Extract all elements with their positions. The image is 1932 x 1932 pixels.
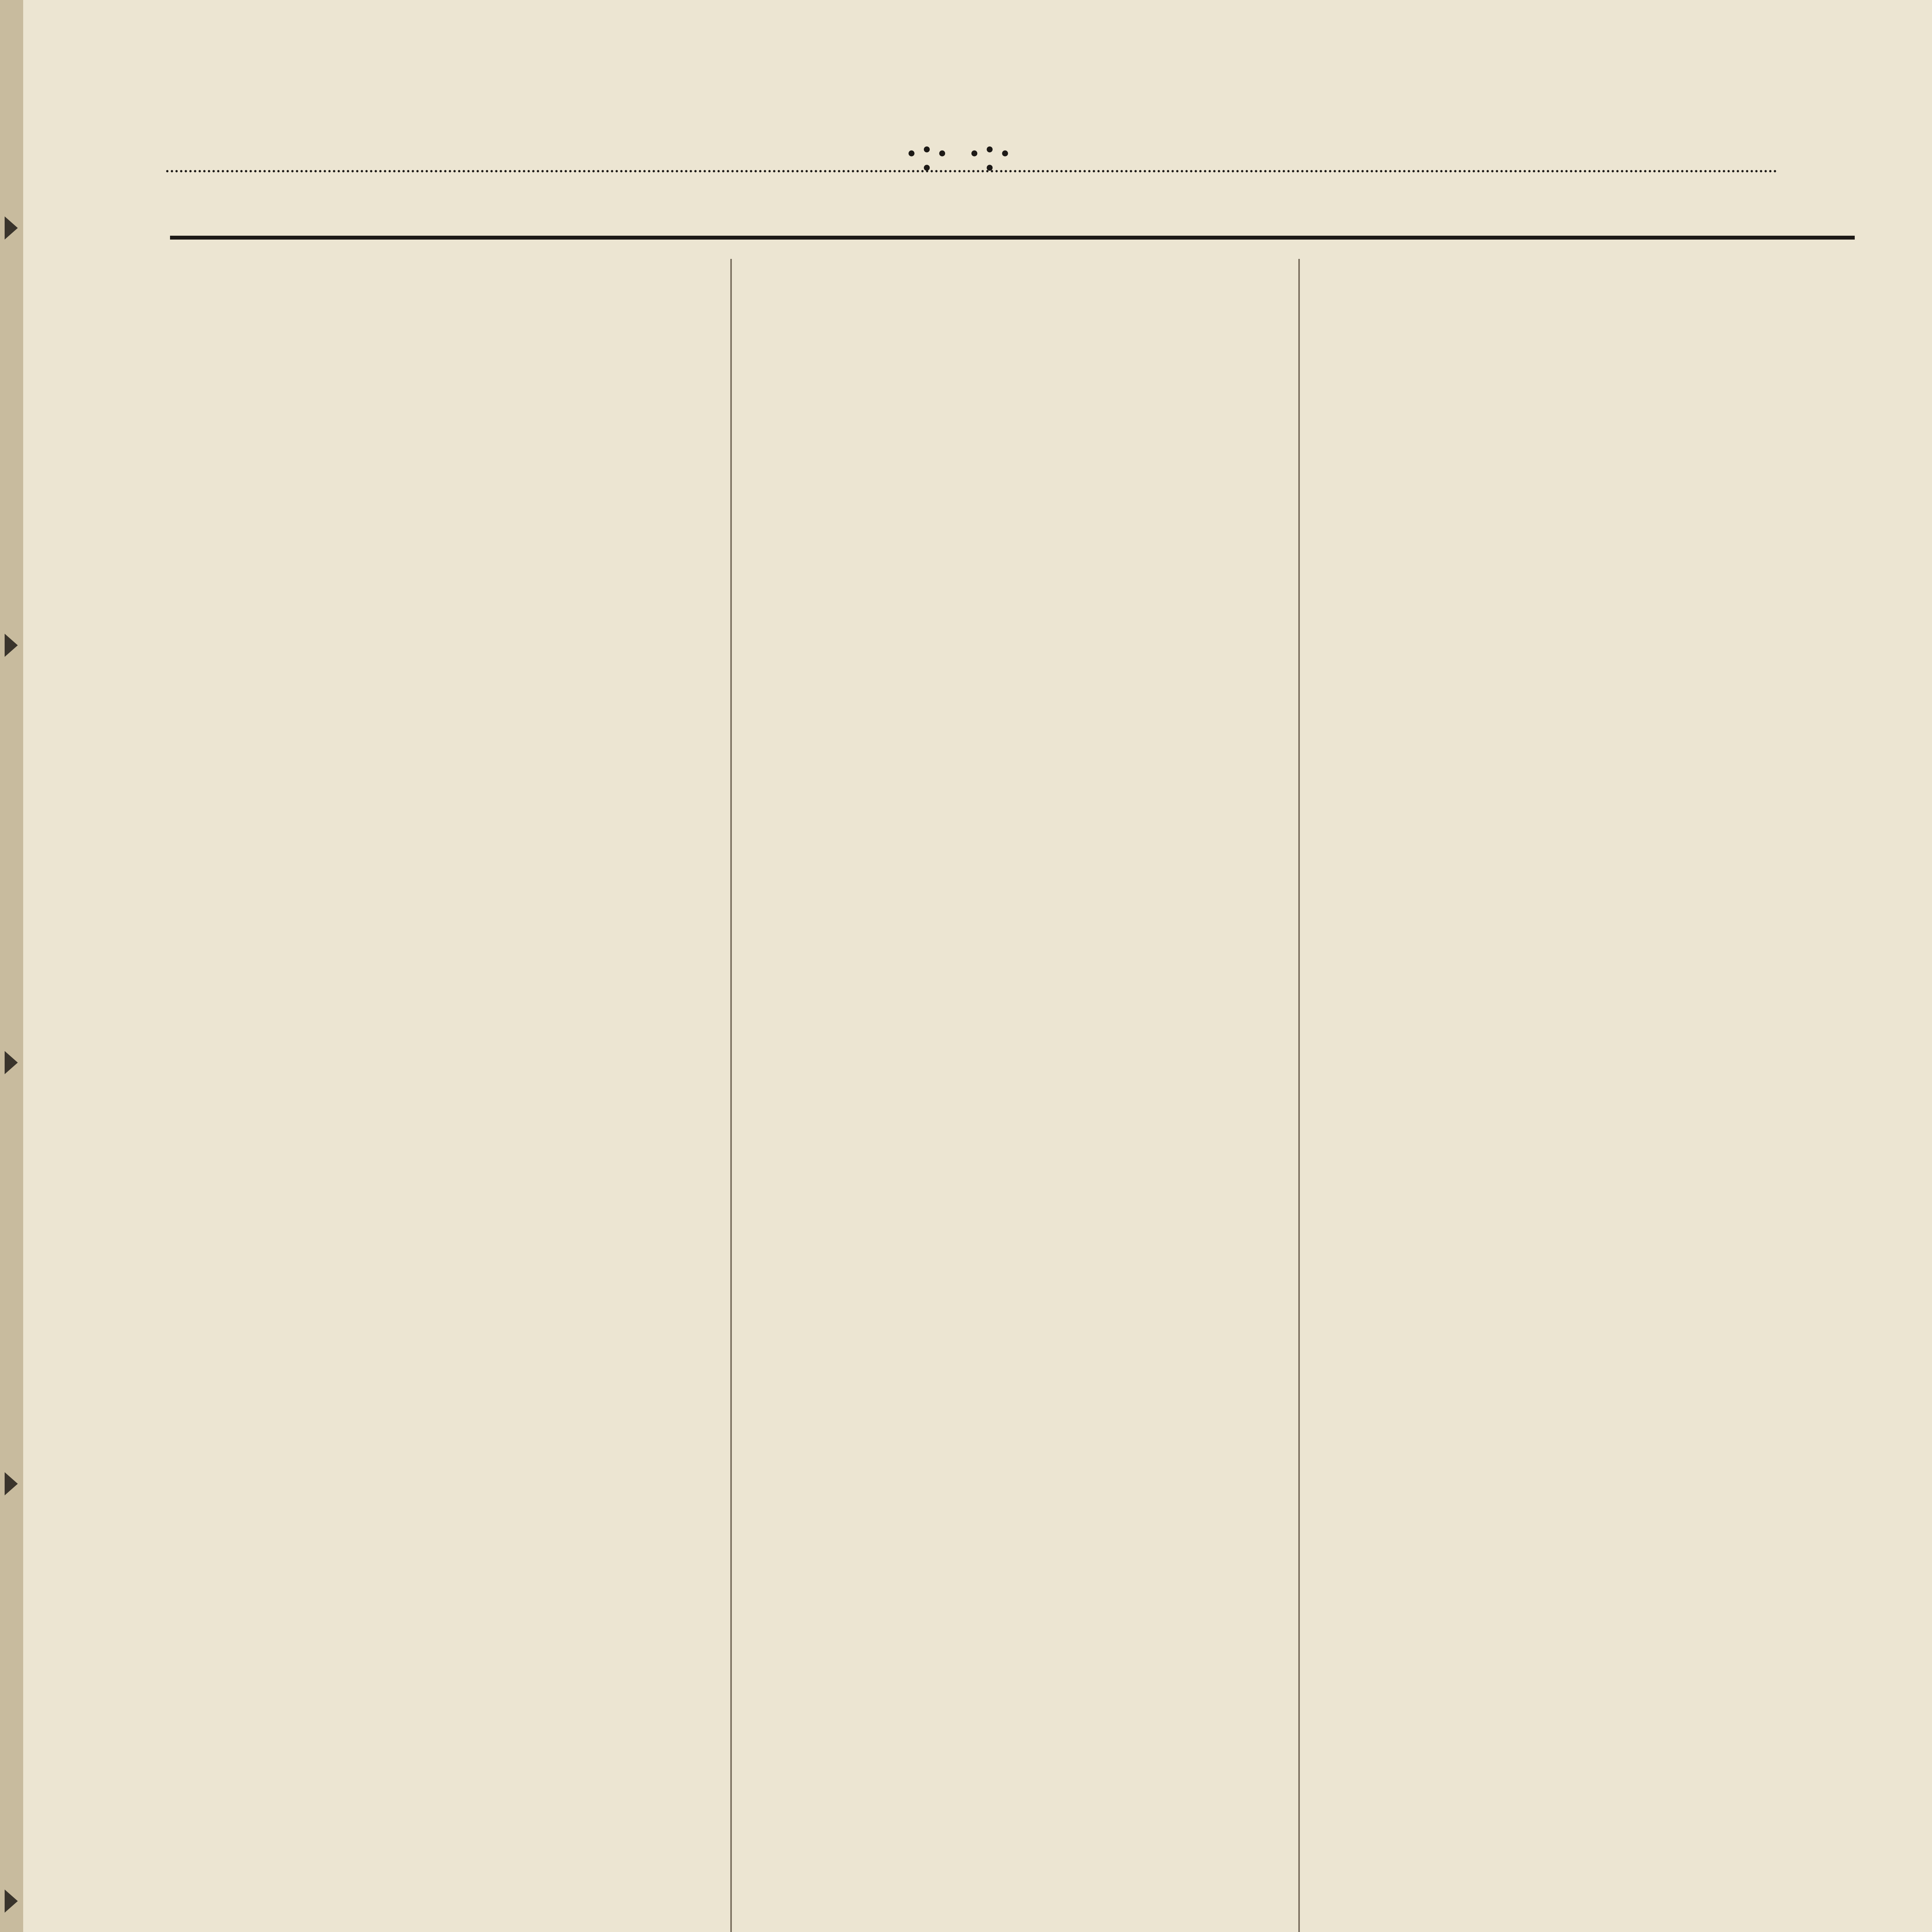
column-3 [1302,259,1851,1932]
column-1 [170,259,723,1932]
dotted-divider [166,170,1777,179]
binding-stitch-icon [5,1051,18,1074]
binding-stitch-icon [5,216,18,240]
binding-stitch-icon [5,1889,18,1913]
ornament-right-icon: ·:· [966,126,1014,182]
binding-stitch-icon [5,1472,18,1495]
ornament-left-icon: ·:· [903,126,951,182]
binding-stitch-icon [5,634,18,657]
column-divider [1298,259,1300,1932]
header-rule [170,236,1855,240]
column-2 [738,259,1291,1932]
binding-gutter [0,0,24,1932]
masthead [147,58,1770,182]
column-divider [730,259,732,1932]
